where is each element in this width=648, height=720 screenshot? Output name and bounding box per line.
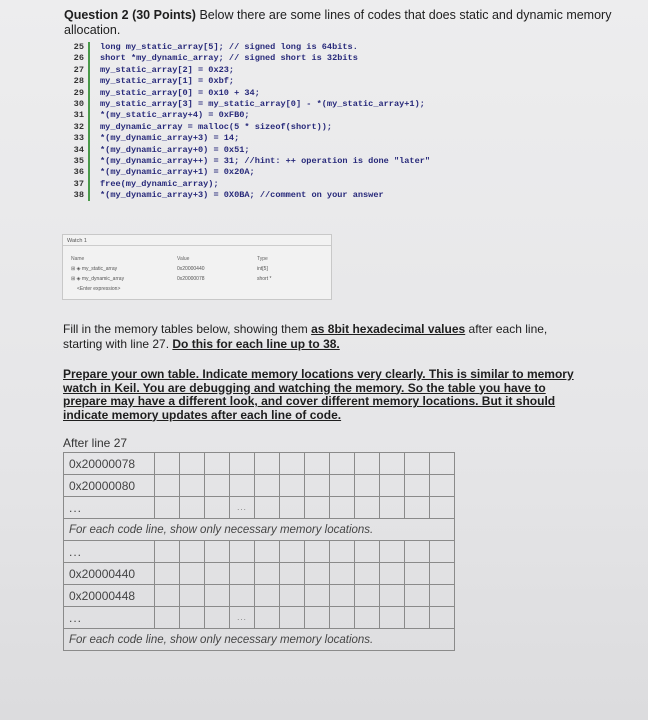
ellipsis-cell: ... bbox=[64, 497, 155, 519]
code-line bbox=[64, 133, 584, 144]
code-line bbox=[64, 76, 584, 87]
line-number: 36 bbox=[64, 167, 90, 178]
line-number: 38 bbox=[64, 190, 90, 201]
instructions-paragraph-1: Fill in the memory tables below, showing them as 8bit hexadecimal values after each line, starting with line 27. Do this for each line up to 38. bbox=[63, 322, 548, 351]
watch-header-type: Type bbox=[257, 256, 268, 262]
code-line bbox=[64, 99, 584, 110]
code-text: my_static_array[3] = my_static_array[0] - *(my_static_array+1); bbox=[100, 98, 425, 109]
line-number: 34 bbox=[64, 145, 90, 156]
code-line bbox=[64, 110, 584, 121]
table-note: For each code line, show only necessary memory locations. bbox=[64, 629, 455, 651]
ellipsis-cell: ... bbox=[64, 541, 155, 563]
table-row bbox=[64, 453, 455, 475]
code-text: *(my_dynamic_array++) = 31; //hint: ++ operation is done "later" bbox=[100, 155, 431, 166]
question-heading bbox=[64, 8, 634, 38]
code-line bbox=[64, 190, 584, 201]
code-text: *(my_static_array+4) = 0xFB0; bbox=[100, 110, 250, 121]
code-text: *(my_dynamic_array+0) = 0x51; bbox=[100, 144, 250, 155]
line-number: 27 bbox=[64, 65, 90, 76]
code-text: my_static_array[0] = 0x10 + 34; bbox=[100, 87, 260, 98]
line-number: 32 bbox=[64, 122, 90, 133]
table-row: ... ... bbox=[64, 497, 455, 519]
watch-row-type: short * bbox=[257, 276, 272, 282]
code-line bbox=[64, 65, 584, 76]
watch-title: Watch 1 bbox=[67, 238, 87, 244]
table-row bbox=[64, 519, 455, 541]
code-text: long my_static_array[5]; // signed long is 64bits. bbox=[100, 42, 358, 52]
table-row: ... ... bbox=[64, 607, 455, 629]
code-text: short *my_dynamic_array; // signed short is 32bits bbox=[100, 53, 358, 64]
watch-header-value: Value bbox=[177, 256, 190, 262]
watch-row-value[interactable]: 0x20000078 bbox=[177, 276, 205, 282]
address-cell[interactable]: 0x20000080 bbox=[64, 475, 155, 497]
line-number: 26 bbox=[64, 53, 90, 64]
table-row bbox=[64, 585, 455, 607]
watch-row-value[interactable]: 0x20000440 bbox=[177, 266, 205, 272]
table-note: For each code line, show only necessary memory locations. bbox=[64, 519, 455, 541]
line-number: 33 bbox=[64, 133, 90, 144]
watch-row-type: int[5] bbox=[257, 266, 268, 272]
instructions-paragraph-2: Prepare your own table. Indicate memory locations very clearly. This is similar to memory watch in Keil. You are debugging and watching the memory. So the table you have to prepare may have a different look, and cover different memory locations. But it should indicate memory updates after each line of code. bbox=[63, 367, 574, 422]
ellipsis-cell: ... bbox=[64, 607, 155, 629]
table-row bbox=[64, 541, 455, 563]
code-line bbox=[64, 53, 584, 64]
code-line bbox=[64, 122, 584, 133]
line-number: 31 bbox=[64, 110, 90, 121]
code-text: *(my_dynamic_array+3) = 14; bbox=[100, 133, 240, 144]
line-number: 28 bbox=[64, 76, 90, 87]
table-row bbox=[64, 629, 455, 651]
code-text: my_static_array[1] = 0xbf; bbox=[100, 76, 235, 87]
address-cell[interactable]: 0x20000440 bbox=[64, 563, 155, 585]
code-text: my_dynamic_array = malloc(5 * sizeof(short)); bbox=[100, 121, 333, 132]
question-label: Question 2 (30 Points) bbox=[64, 8, 196, 22]
address-cell[interactable]: 0x20000448 bbox=[64, 585, 155, 607]
line-number: 29 bbox=[64, 88, 90, 99]
question-text: Below there are some lines of codes that does static and dynamic memory allocation. bbox=[64, 8, 612, 37]
memory-table bbox=[63, 452, 455, 651]
code-text: *(my_dynamic_array+3) = 0X0BA; //comment on your answer bbox=[100, 190, 384, 201]
code-line bbox=[64, 179, 584, 190]
code-line bbox=[64, 42, 584, 53]
watch-row-name[interactable]: ⊞ ◈ my_dynamic_array bbox=[71, 276, 125, 282]
table-row bbox=[64, 563, 455, 585]
line-number: 30 bbox=[64, 99, 90, 110]
table-row bbox=[64, 475, 455, 497]
line-number: 25 bbox=[64, 42, 90, 53]
watch-row-name[interactable]: ⊞ ◈ my_static_array bbox=[71, 266, 118, 272]
watch-enter-expression[interactable]: <Enter expression> bbox=[77, 286, 121, 292]
code-listing bbox=[64, 42, 584, 201]
watch-divider bbox=[63, 245, 331, 246]
code-text: *(my_dynamic_array+1) = 0x20A; bbox=[100, 167, 255, 178]
watch-window bbox=[62, 234, 332, 300]
code-line bbox=[64, 156, 584, 167]
code-text: my_static_array[2] = 0x23; bbox=[100, 64, 235, 75]
code-line bbox=[64, 88, 584, 99]
line-number: 37 bbox=[64, 179, 90, 190]
address-cell[interactable]: 0x20000078 bbox=[64, 453, 155, 475]
code-line bbox=[64, 167, 584, 178]
line-number: 35 bbox=[64, 156, 90, 167]
code-line bbox=[64, 145, 584, 156]
watch-header-name: Name bbox=[71, 256, 85, 262]
code-text: free(my_dynamic_array); bbox=[100, 178, 219, 189]
table-caption: After line 27 bbox=[63, 436, 128, 450]
